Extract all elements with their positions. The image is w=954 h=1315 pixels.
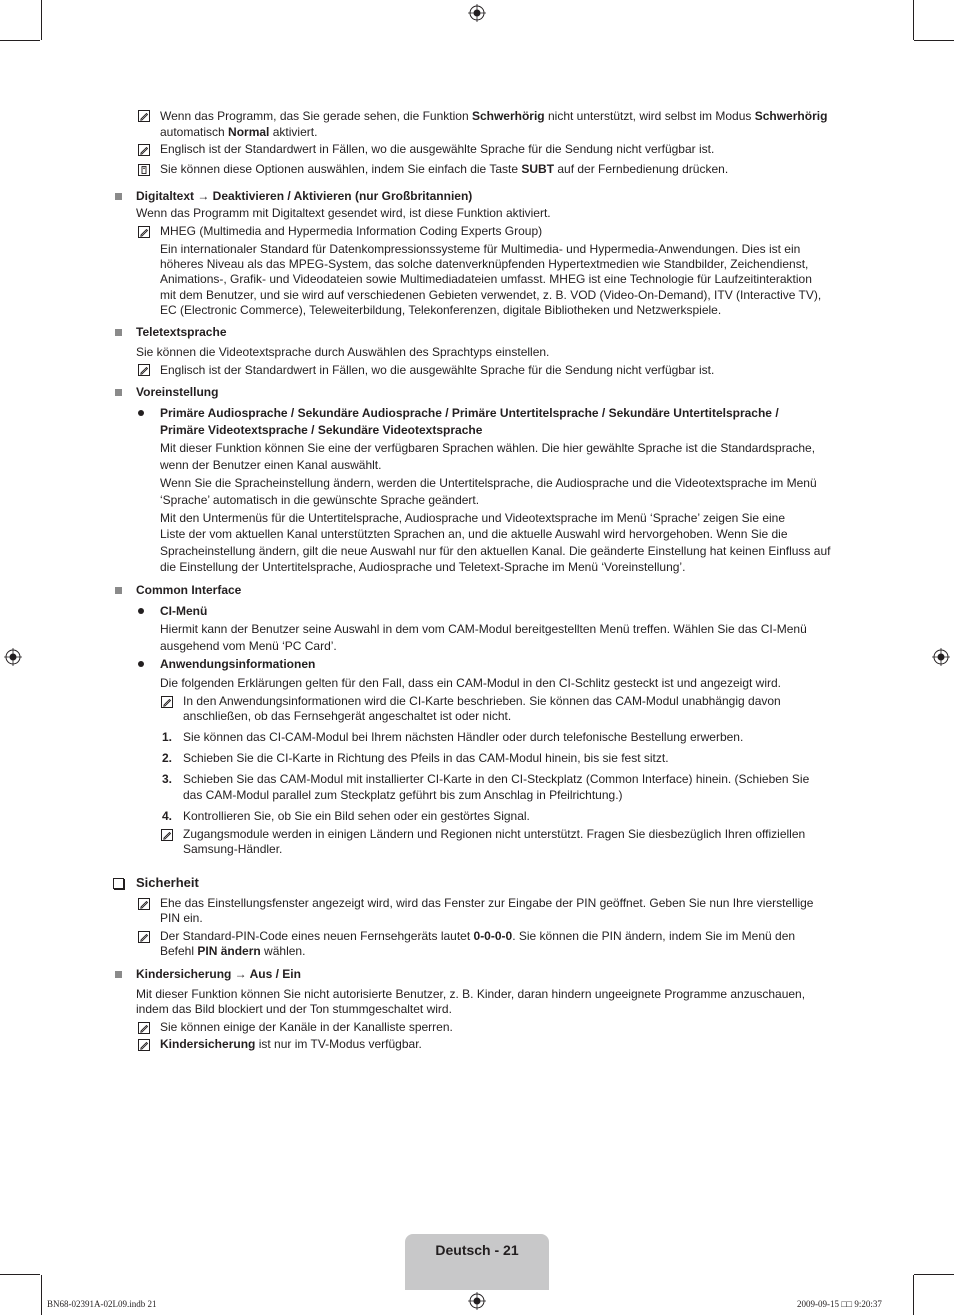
print-slug-right: 2009-09-15 □□ 9:20:37 <box>797 1299 882 1309</box>
page-number: Deutsch - 21 <box>435 1242 519 1258</box>
note-text: anschließen, ob das Fernsehgerät angeschaltet ist oder nicht. <box>183 709 512 723</box>
paragraph-line: Animations-, Grafik- und Videodateien sowie Multimediadateien umfasst. MHEG ist eine Technologie für Laufzeitinteraktion <box>160 272 812 286</box>
section-heading: Kindersicherung → Aus / Ein <box>136 967 301 981</box>
note-icon <box>138 144 150 156</box>
note-icon <box>138 1022 150 1034</box>
square-bullet-icon <box>115 389 122 396</box>
paragraph-line: Spracheinstellung ändern, gilt die neue Auswahl nur für den aktuellen Kanal. Die geänderte Einstellung hat keinen Einfluss auf <box>160 544 831 558</box>
bullet-heading: Primäre Audiosprache / Sekundäre Audiosprache / Primäre Untertitelsprache / Sekundäre Untertitelsprache / <box>160 406 779 420</box>
registration-mark-icon <box>932 648 950 666</box>
square-bullet-icon <box>115 329 122 336</box>
remote-control-note-icon <box>138 164 150 176</box>
bullet-heading: Anwendungsinformationen <box>160 657 316 671</box>
step-text: das CAM-Modul parallel zum Steckplatz geführt bis zum Anschlag in Pfeilrichtung.) <box>183 788 623 802</box>
crop-mark <box>914 40 954 41</box>
note-text: Der Standard-PIN-Code eines neuen Fernsehgeräts lautet 0-0-0-0. Sie können die PIN ändern, indem Sie im Menü den <box>160 929 796 943</box>
note-text: In den Anwendungsinformationen wird die CI-Karte beschrieben. Sie können das CAM-Modul unabhängig davon <box>183 694 781 708</box>
paragraph-line: Liste der vom aktuellen Kanal unterstützten Sprachen an, und die aktuelle Auswahl wird hervorgehoben. Wenn Sie die <box>160 527 788 541</box>
step-number: 1. <box>162 730 173 744</box>
step-number: 3. <box>162 772 173 786</box>
crop-mark <box>41 1275 42 1315</box>
note-icon <box>138 364 150 376</box>
paragraph-line: Mit den Untermenüs für die Untertitelsprache, Audiosprache und Videotextsprache im Menü ‘Sprache’ zeigen Sie eine <box>160 511 786 525</box>
paragraph-line: wenn der Benutzer einen Kanal auswählt. <box>160 458 382 472</box>
note-icon <box>138 226 150 238</box>
note-text: Sie können einige der Kanäle in der Kanalliste sperren. <box>160 1020 453 1034</box>
square-bullet-icon <box>115 193 122 200</box>
note-text: Englisch ist der Standardwert in Fällen, wo die ausgewählte Sprache für die Sendung nicht verfügbar ist. <box>160 363 715 377</box>
note-icon <box>161 696 173 708</box>
note-icon <box>138 110 150 122</box>
step-text: Sie können das CI-CAM-Modul bei Ihrem nächsten Händler oder durch telefonische Bestellung erwerben. <box>183 730 744 744</box>
note-text: Englisch ist der Standardwert in Fällen, wo die ausgewählte Sprache für die Sendung nicht verfügbar ist. <box>160 142 715 156</box>
note-text: Sie können diese Optionen auswählen, indem Sie einfach die Taste SUBT auf der Fernbedienung drücken. <box>160 162 729 176</box>
section-heading: Voreinstellung <box>136 385 219 399</box>
paragraph-line: Wenn Sie die Spracheinstellung ändern, werden die Untertitelsprache, die Audiosprache und die Videotextsprache im Menü <box>160 476 817 490</box>
registration-mark-icon <box>468 4 486 22</box>
paragraph-line: Ein internationaler Standard für Datenkompressionssysteme für Multimedia- und Hypermedia-Anwendungen. Dies ist ein <box>160 242 801 256</box>
dot-bullet-icon <box>138 410 144 416</box>
square-bullet-icon <box>115 971 122 978</box>
paragraph-line: Mit dieser Funktion können Sie eine der verfügbaren Sprachen wählen. Die hier gewählte Sprache ist die Standardsprache, <box>160 441 816 455</box>
section-description: Wenn das Programm mit Digitaltext gesendet wird, ist diese Funktion aktiviert. <box>136 206 551 220</box>
note-text: PIN ein. <box>160 911 203 925</box>
section-heading: Sicherheit <box>136 875 199 890</box>
bullet-heading: Primäre Videotextsprache / Sekundäre Videotextsprache <box>160 423 483 437</box>
print-slug-left: BN68-02391A-02L09.indb 21 <box>47 1299 157 1309</box>
paragraph-line: EC (Electronic Commerce), Teleweiterbildung, Telekonferenzen, digitale Bibliotheken und Netzwerkspiele. <box>160 303 722 317</box>
step-number: 4. <box>162 809 173 823</box>
dot-bullet-icon <box>138 661 144 667</box>
crop-mark <box>913 0 914 40</box>
note-text: Kindersicherung ist nur im TV-Modus verfügbar. <box>160 1037 422 1051</box>
paragraph-line: höheres Niveau als das MPEG-System, das solche datenverknüpfenden Hypertextmedien wie Standbilder, Zeichendienst, <box>160 257 809 271</box>
paragraph-line: Die folgenden Erklärungen gelten für den Fall, dass ein CAM-Modul in den CI-Schlitz gesteckt ist und angezeigt wird. <box>160 676 781 690</box>
step-text: Schieben Sie die CI-Karte in Richtung des Pfeils in das CAM-Modul hinein, bis sie fest sitzt. <box>183 751 669 765</box>
step-number: 2. <box>162 751 173 765</box>
section-heading: Digitaltext → Deaktivieren / Aktivieren (nur Großbritannien) <box>136 189 473 203</box>
note-text: Samsung-Händler. <box>183 842 283 856</box>
note-icon <box>138 931 150 943</box>
crop-mark <box>0 1274 40 1275</box>
crop-mark <box>914 1274 954 1275</box>
section-heading: Common Interface <box>136 583 242 597</box>
step-text: Kontrollieren Sie, ob Sie ein Bild sehen oder ein gestörtes Signal. <box>183 809 530 823</box>
note-text: Zugangsmodule werden in einigen Ländern und Regionen nicht unterstützt. Fragen Sie diesbezüglich Ihren offiziellen <box>183 827 806 841</box>
square-bullet-icon <box>115 587 122 594</box>
paragraph-line: ausgehend vom Menü ‘PC Card’. <box>160 639 337 653</box>
paragraph-line: ‘Sprache’ automatisch in die gewünschte Sprache geändert. <box>160 493 480 507</box>
section-heading: Teletextsprache <box>136 325 227 339</box>
crop-mark <box>41 0 42 40</box>
registration-mark-icon <box>4 648 22 666</box>
checkbox-bullet-icon <box>113 878 124 889</box>
crop-mark <box>0 40 40 41</box>
note-icon <box>161 829 173 841</box>
paragraph-line: mit dem Benutzer, und sie wird auf verschiedenen Gebieten verwendet, z. B. VOD (Video-On-Demand), ITV (Interactive TV), <box>160 288 822 302</box>
note-text: Befehl PIN ändern wählen. <box>160 944 306 958</box>
note-icon <box>138 898 150 910</box>
note-text: Wenn das Programm, das Sie gerade sehen, die Funktion Schwerhörig nicht unterstützt, wird selbst im Modus Schwerhörig <box>160 109 828 123</box>
paragraph-line: Hiermit kann der Benutzer seine Auswahl in dem vom CAM-Modul bereitgestellten Menü treffen. Wählen Sie das CI-Menü <box>160 622 807 636</box>
crop-mark <box>913 1275 914 1315</box>
paragraph-line: die Einstellung der Untertitelsprache, Audiosprache und Teletext-Sprache im Menü ‘Voreinstellung’. <box>160 560 686 574</box>
note-text: MHEG (Multimedia and Hypermedia Information Coding Experts Group) <box>160 224 543 238</box>
dot-bullet-icon <box>138 608 144 614</box>
paragraph-line: Mit dieser Funktion können Sie nicht autorisierte Benutzer, z. B. Kinder, daran hindern ungeeignete Programme anzuschauen, <box>136 987 806 1001</box>
registration-mark-icon <box>468 1292 486 1310</box>
note-text: automatisch Normal aktiviert. <box>160 125 318 139</box>
note-text: Ehe das Einstellungsfenster angezeigt wird, wird das Fenster zur Eingabe der PIN geöffnet. Geben Sie nun Ihre vierstellige <box>160 896 814 910</box>
note-icon <box>138 1039 150 1051</box>
section-description: Sie können die Videotextsprache durch Auswählen des Sprachtyps einstellen. <box>136 345 550 359</box>
step-text: Schieben Sie das CAM-Modul mit installierter CI-Karte in den CI-Steckplatz (Common Interface) hinein. (Schieben Sie <box>183 772 810 786</box>
paragraph-line: indem das Bild blockiert und der Ton stummgeschaltet wird. <box>136 1002 452 1016</box>
bullet-heading: CI-Menü <box>160 604 208 618</box>
